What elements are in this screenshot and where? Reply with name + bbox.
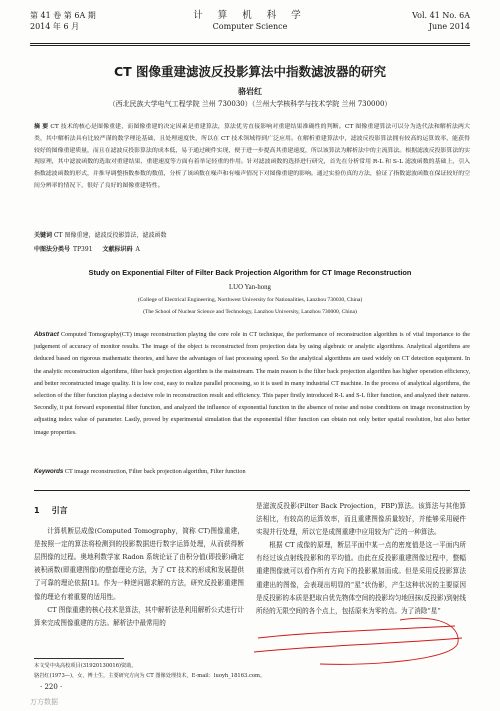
date-en: June 2014: [428, 22, 470, 31]
clc-value: TP391: [73, 246, 93, 253]
header-rule: [30, 43, 470, 44]
underline-mark: [254, 638, 462, 652]
keywords-en-text: CT image reconstruction, Filter back projection algorithm, Filter function: [64, 469, 246, 475]
footnote-funding: 本文受中央高校项目(31920130016)资助。: [34, 663, 137, 669]
body-column-right: [256, 500, 466, 618]
body-column-left: [34, 500, 244, 630]
affiliation-en-1: (College of Electrical Engineering, Northwest University for Nationalities, Lanzhou 730030, China): [137, 297, 363, 303]
body-paragraph: 是滤波反投影(Filter Back Projection，FBP)算法。该算法与其他算法相比，有较高的运算效率，而且重建图像质量较好，并能够采用硬件实现并行处理，所以它是成图重建中应用较为广泛的一种算法。: [256, 502, 466, 537]
section-title: 引言: [51, 506, 68, 515]
affiliation-en-2: (The School of Nuclear Science and Technology, Lanzhou University, Lanzhou 730000, China): [143, 309, 357, 315]
journal-name-cn: 计 算 机 科 学: [193, 10, 307, 21]
circle-mark: [320, 618, 458, 664]
author-cn: 骆岩红: [238, 87, 262, 96]
watermark: 万方数据: [30, 698, 58, 706]
abstract-en-text: Computed Tomography(CT) image reconstruction playing the core role in CT technique, the performance of reconstruction algorithm is of vital importance to the judgement of accuracy of monitor results. The image of the object is reconstructed from projection data by using algebraic or analytic algorithms. Analytical algorithms are deduced based on rigorous mathematic theories, and have the advantages of fast processing speed. So the analytical algorithms are used widely on CT detection equipment. In the analytic reconstruction algorithms, filter back projection algorithm is the mainstream. The main reason is the filter back projection algorithm has higher operation efficiency, and better reconstructed image quality. It is low cost, easy to realize parallel processing, so it is used in many industrial CT machine. In the process of analytical algorithms, the selection of the filter function playing a decisive role in reconstruction result and efficiency. This paper firstly introduced R-L and S-L filter function, and analyzed their natures. Secondly, it put forward exponential filter function, and analyzed the influence of exponential function in the absence of noise and noise conditions on image reconstruction by adjusting index value of parameter. Lastly, proved by experimental simulation that the exponential filter function can obtain not only better spatial resolution, but also better image properties.: [34, 332, 470, 436]
date-cn: 2014 年 6 月: [30, 22, 80, 31]
abstract-en: [34, 329, 470, 439]
section-heading-1: [34, 500, 244, 517]
abstract-cn-text: CT 技术的核心是图像重建，而图像重建的决定因素是重建算法，算法优劣直接影响对重建结果准确性的判断。CT 图像重建算法可以分为迭代法和解析法两大类，其中解析法具有比较严谨的数学理论基础，且处理速度快，所以在 CT 技术领域得到广泛应用。在解析重建算法中，滤波反投影算法拥有较高的运算效率，能获得较好的图像重建质量，而且在滤波反投影算法的成本低，易于通过硬件实现，便于进一步提高其重建速度，所以该算法为解析法中的主流算法。根据滤波反投影算法的实现原理，其中滤波函数的选取对重建结果、重建速度等方面有着举足轻重的作用。针对滤波函数的选择进行研究，首先在分析常用 R-L 和 S-L 滤波函数的基础上，引入指数滤波函数的形式，并推导调整指数参数的数值，分析了该函数在噪声和有噪声情况下对图像重建的影响。通过实验仿真的方法，验证了指数滤波函数在保证较好的空间分辨率的情况下，很好了良好的图像重建特性。: [34, 124, 470, 189]
section-number: 1: [34, 506, 40, 515]
author-en: LUO Yan-hong: [229, 284, 271, 291]
volume-en: Vol. 41 No. 6A: [412, 11, 470, 20]
footnote-author: 骆岩红(1973—)，女，博士生，主要研究方向为 CT 图像处理技术，E-mail：luoyh_18163.com。: [34, 673, 266, 679]
classification-cn: [34, 244, 470, 255]
abstract-en-label: Abstract: [34, 331, 59, 338]
paper-title-en: Study on Exponential Filter of Filter Back Projection Algorithm for CT Image Reconstruction: [88, 268, 412, 277]
header-rule-thin: [30, 45, 470, 46]
keywords-cn: [34, 230, 470, 241]
header-right: [412, 10, 470, 32]
doc-code-value: A: [135, 246, 140, 253]
volume-cn: 第 41 卷 第 6A 期: [30, 11, 96, 20]
keywords-en: [34, 466, 470, 478]
body-paragraph: CT 图像重建的核心技术是算法，其中解析法是利用解析公式进行计算来完成图像重建的方法。解析法中最常用的: [34, 605, 244, 627]
paper-title-cn: CT 图像重建滤波反投影算法中指数滤波器的研究: [113, 64, 387, 79]
abstract-cn: [34, 122, 470, 193]
affiliation-cn: （西北民族大学电气工程学院 兰州 730030）（兰州大学核科学与技术学院 兰州 730000）: [108, 100, 392, 108]
abstract-divider: [34, 490, 470, 491]
header-center: [30, 10, 470, 32]
body-paragraph: 根据 CT 成像的原理，断层平面中某一点的密度值是这一平面内所有经过该点射线投影和的平均值。由此在反投影重建图像过程中，整幅重建图像就可以看作所有方向下的投影累加而成。但是采用反投影算法重建出的图像，会表现出明显的“星”状伪影，产生这种状况的主要原因是反投影的本质是把取自优先物体空间的投影均匀地回抹(反投影)到射线所经的无限空间的各个点上，包括原来为零的点。为了消除“星”: [256, 541, 466, 615]
page-number: · 220 ·: [40, 683, 63, 691]
clc-label: 中图法分类号: [34, 246, 71, 253]
doc-code-label: 文献标识码: [102, 246, 133, 253]
abstract-cn-label: 摘 要: [34, 124, 49, 130]
journal-name-en: Computer Science: [212, 22, 288, 31]
keywords-en-label: Keywords: [34, 468, 64, 475]
underline-mark: [258, 626, 455, 638]
footnote-rule: [34, 658, 124, 659]
running-header: [30, 10, 470, 40]
keywords-cn-text: CT 图像重建，滤波反投影算法，滤波函数: [53, 232, 167, 239]
keywords-cn-label: 关键词: [34, 232, 53, 239]
body-paragraph: 计算机断层成像(Computed Tomography，简称 CT)图像重建，是按照一定的算法将检测到的投影数据进行数字运算处理，从而获得断层图像的过程。奥地利数学家 Radon 系统论证了由积分值(即投影)确定被积函数(即重建图像)的整套理论方法，为了 CT 技术的形成和发展提供了可靠的理论依据[1]。作为一种逆问题求解的方法，研究反投影重建图像的理论有着重要的适用性。: [34, 527, 244, 601]
